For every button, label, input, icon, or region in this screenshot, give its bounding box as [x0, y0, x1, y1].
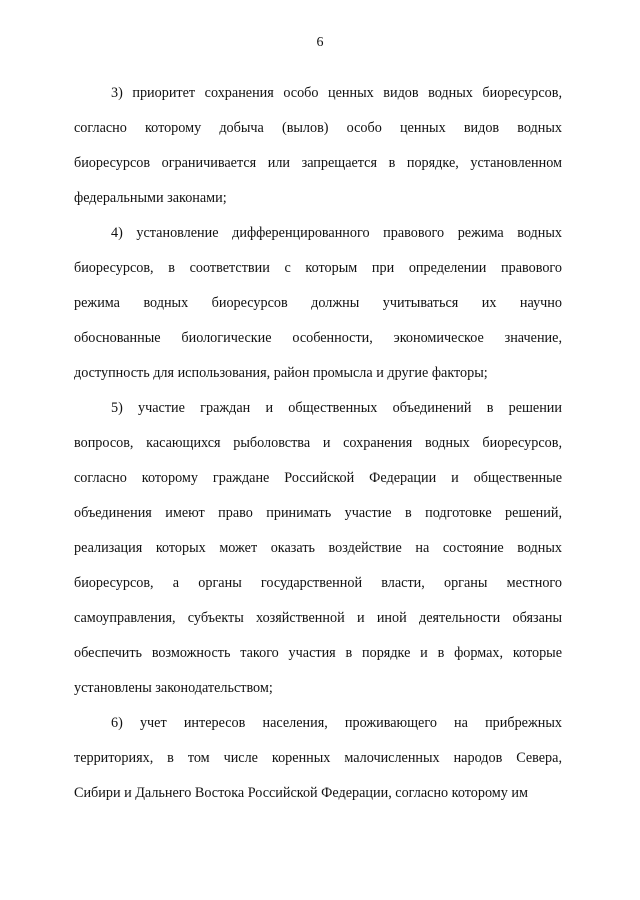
- text-line: реализация которых может оказать воздействие на состояние водных: [74, 540, 562, 556]
- text-line: установлены законодательством;: [74, 680, 273, 696]
- text-line: самоуправления, субъекты хозяйственной и иной деятельности обязаны: [74, 610, 562, 626]
- text-line: режима водных биоресурсов должны учитываться их научно: [74, 295, 562, 311]
- text-line: обеспечить возможность такого участия в порядке и в формах, которые: [74, 645, 562, 661]
- paragraph: [74, 76, 562, 216]
- text-line: 3) приоритет сохранения особо ценных видов водных биоресурсов,: [111, 85, 562, 101]
- text-line: биоресурсов ограничивается или запрещается в порядке, установленном: [74, 155, 562, 171]
- text-line: 6) учет интересов населения, проживающего на прибрежных: [111, 715, 562, 731]
- text-line: обоснованные биологические особенности, экономическое значение,: [74, 330, 562, 346]
- paragraph: [74, 706, 562, 811]
- text-line: территориях, в том числе коренных малочисленных народов Севера,: [74, 750, 562, 766]
- text-line: согласно которому граждане Российской Федерации и общественные: [74, 470, 562, 486]
- text-line: 5) участие граждан и общественных объединений в решении: [111, 400, 562, 416]
- text-line: объединения имеют право принимать участие в подготовке решений,: [74, 505, 562, 521]
- text-line: согласно которому добыча (вылов) особо ценных видов водных: [74, 120, 562, 136]
- text-line: 4) установление дифференцированного правового режима водных: [111, 225, 562, 241]
- text-line: доступность для использования, район промысла и другие факторы;: [74, 365, 488, 381]
- text-line: биоресурсов, в соответствии с которым при определении правового: [74, 260, 562, 276]
- text-line: Сибири и Дальнего Востока Российской Федерации, согласно которому им: [74, 785, 528, 801]
- paragraph: [74, 391, 562, 706]
- text-line: биоресурсов, а органы государственной власти, органы местного: [74, 575, 562, 591]
- text-line: федеральными законами;: [74, 190, 227, 206]
- paragraph: [74, 216, 562, 391]
- text-line: вопросов, касающихся рыболовства и сохранения водных биоресурсов,: [74, 435, 562, 451]
- page-number: 6: [316, 35, 324, 50]
- document-body: [74, 76, 562, 811]
